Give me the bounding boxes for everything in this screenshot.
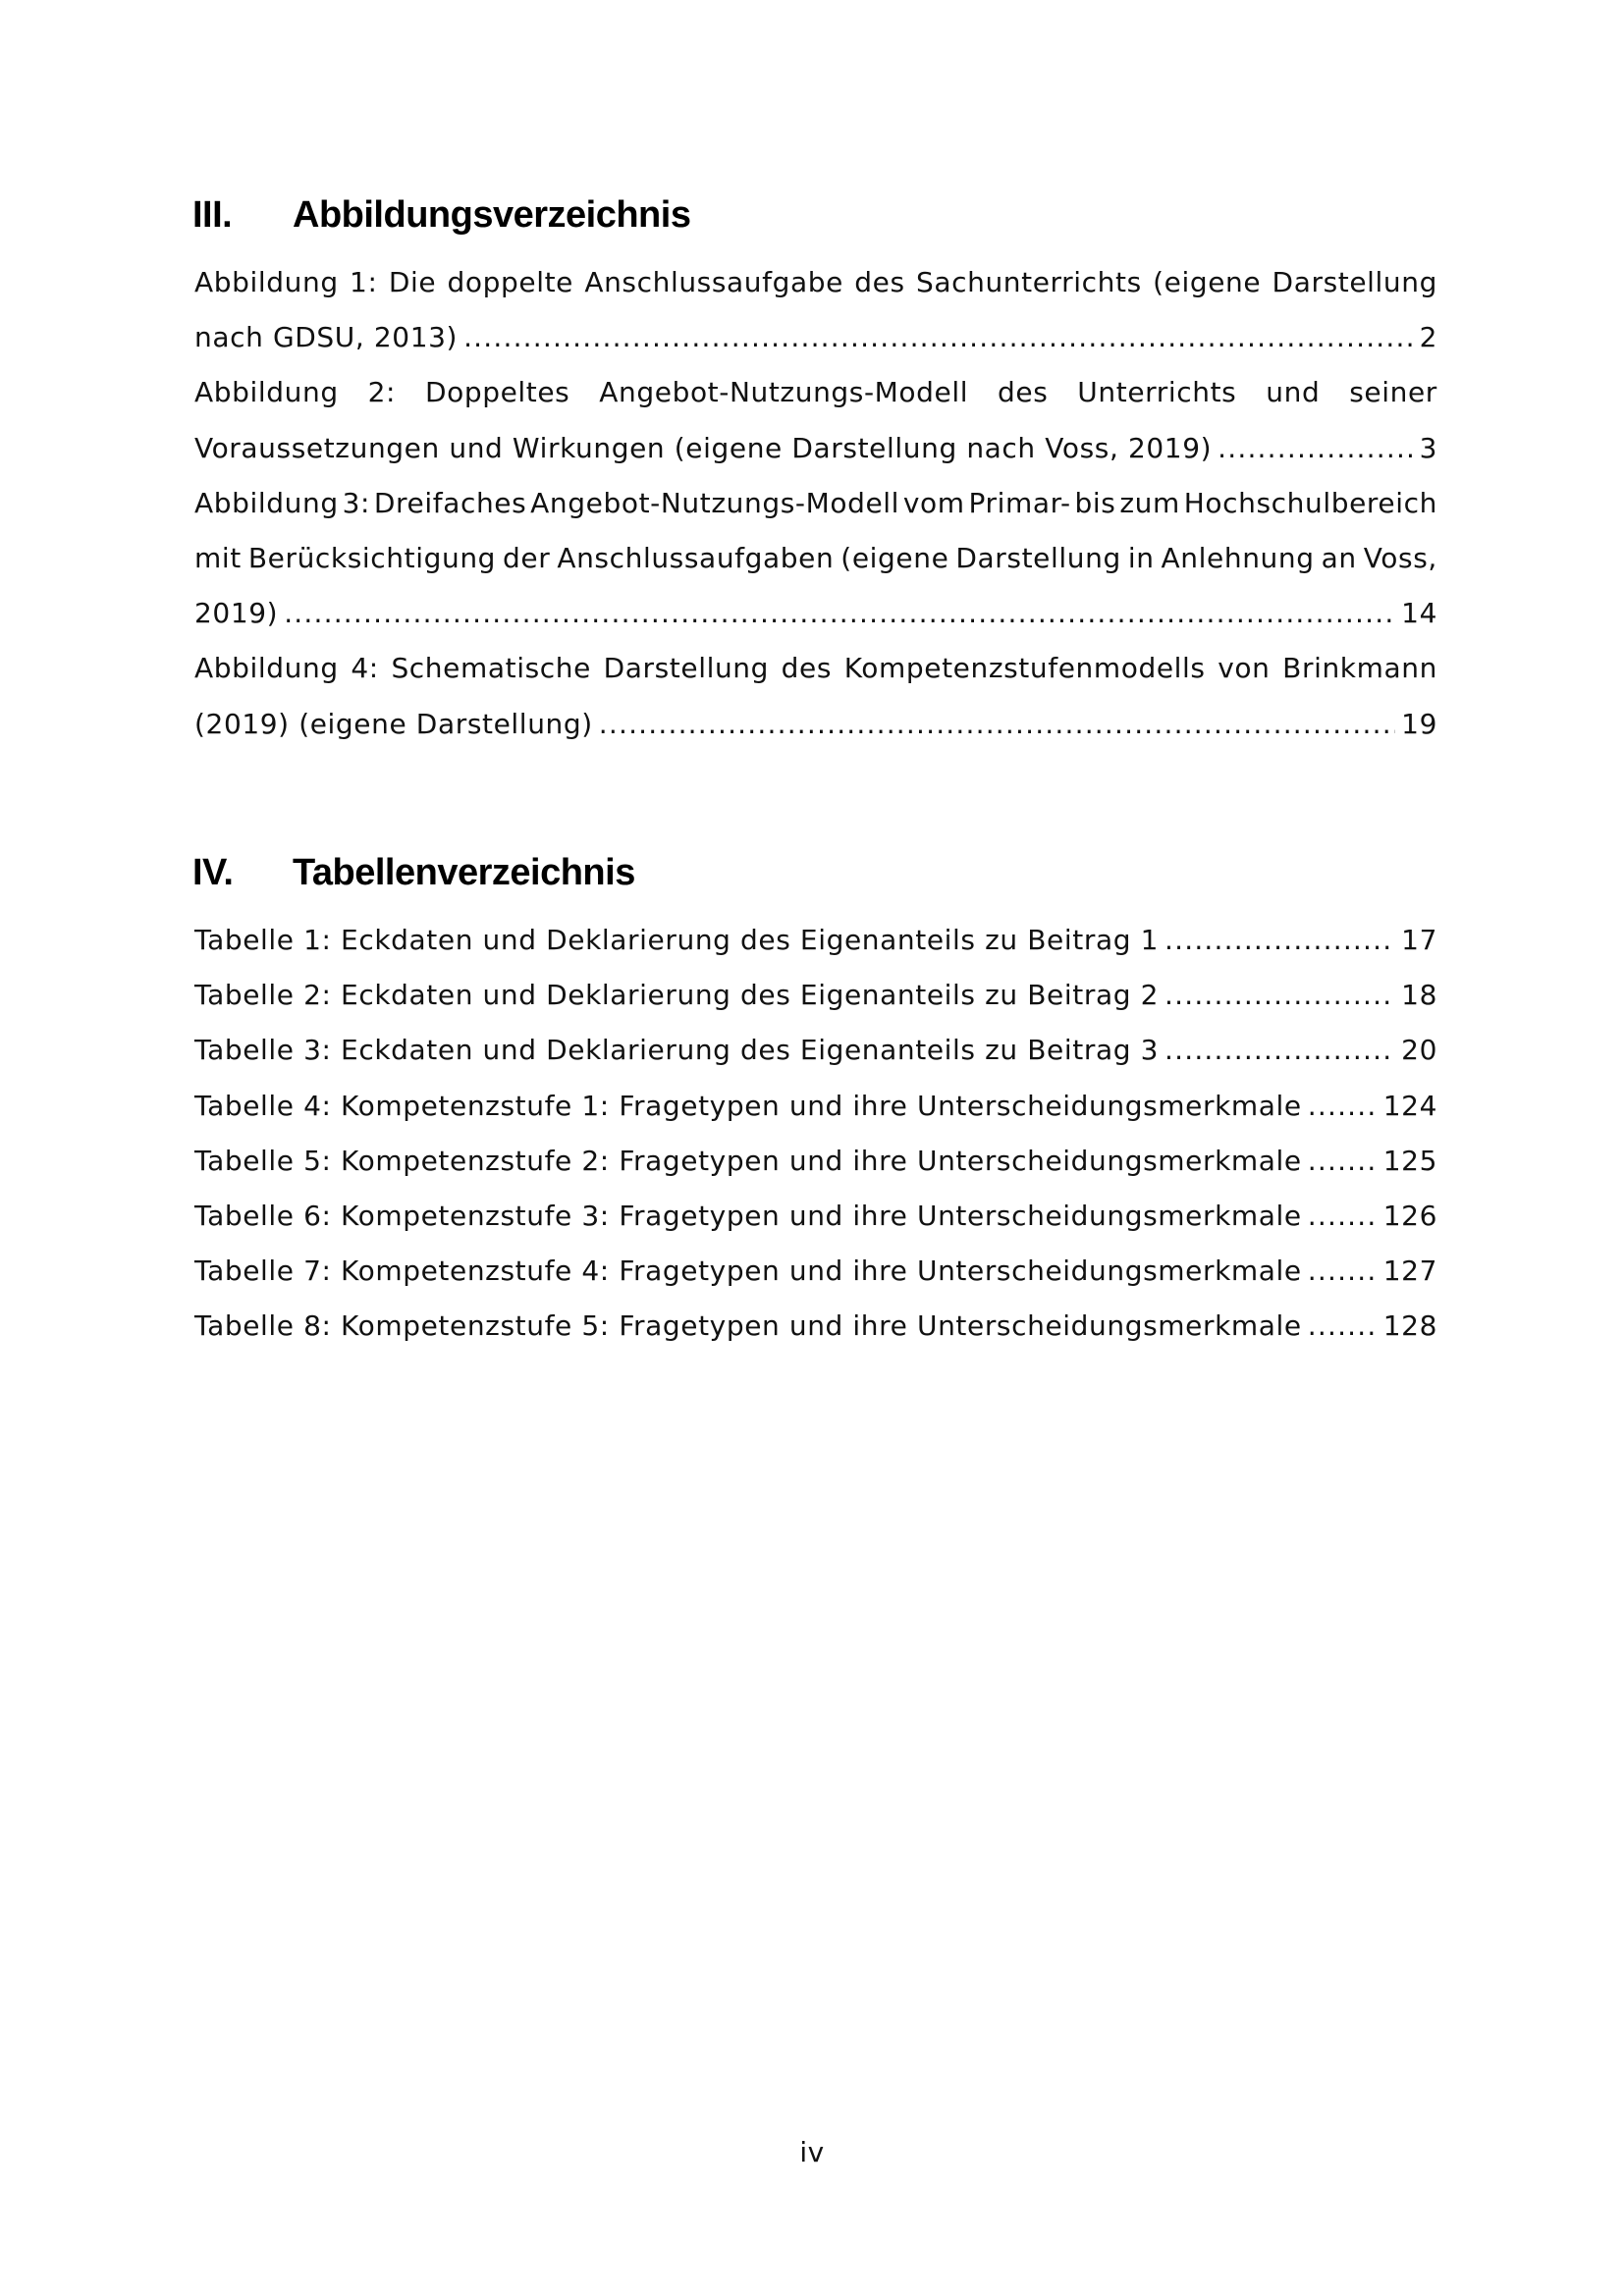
table-entry-page: 20 [1401, 1034, 1437, 1067]
dot-leader [1308, 1299, 1378, 1354]
table-entry-text: Tabelle 8: Kompetenzstufe 5: Fragetypen und ihre Unterscheidungsmerkmale [194, 1309, 1302, 1343]
table-entry [194, 1299, 1437, 1354]
figure-entry-word: Abbildung [194, 266, 339, 298]
figure-entry-line [194, 310, 1437, 365]
figure-entry-line [194, 255, 1437, 310]
figure-entry-word: (eigene [840, 541, 949, 574]
figure-entry-line [194, 365, 1437, 420]
figure-entry-text: (2019) (eigene Darstellung) [194, 707, 593, 740]
figure-entry-word: Anlehnung [1161, 541, 1315, 574]
figure-entry-word: Hochschulbereich [1183, 486, 1437, 519]
figure-entry-word: doppelte [447, 266, 573, 298]
table-entry-text: Tabelle 7: Kompetenzstufe 4: Fragetypen und ihre Unterscheidungsmerkmale [194, 1255, 1302, 1288]
table-entry-page: 128 [1382, 1309, 1437, 1343]
tables-list [194, 913, 1437, 1355]
figure-entry-word: Abbildung [194, 486, 339, 519]
figure-entry-word: Darstellung [603, 652, 770, 685]
figure-entry-word: Angebot-Nutzungs-Modell [530, 486, 900, 519]
figure-entry-text: nach GDSU, 2013) [194, 321, 459, 354]
tables-section-title: Tabellenverzeichnis [293, 852, 635, 893]
figure-entry-line [194, 641, 1437, 696]
table-entry-page: 127 [1382, 1255, 1437, 1288]
figure-entry-line [194, 531, 1437, 586]
figure-entry-word: Angebot-Nutzungs-Modell [599, 376, 969, 409]
figure-entry-word: (eigene [1153, 266, 1262, 298]
figure-entry-page: 19 [1401, 707, 1437, 740]
figure-entry-line [194, 586, 1437, 641]
table-entry-text: Tabelle 6: Kompetenzstufe 3: Fragetypen und ihre Unterscheidungsmerkmale [194, 1199, 1302, 1232]
table-entry [194, 1244, 1437, 1299]
figure-entry-word: Voss, [1363, 541, 1437, 574]
figure-entry-word: des [998, 376, 1049, 409]
table-entry-page: 17 [1401, 924, 1437, 956]
dot-leader [1308, 1079, 1378, 1134]
tables-section-heading [192, 852, 635, 894]
figure-entry-word: bis [1074, 486, 1116, 519]
dot-leader [284, 586, 1395, 641]
figure-entry-word: von [1218, 652, 1271, 685]
figure-entry-word: 4: [351, 652, 379, 685]
table-entry-text: Tabelle 2: Eckdaten und Deklarierung des Eigenanteils zu Beitrag 2 [194, 979, 1160, 1012]
table-entry [194, 913, 1437, 968]
table-entry-page: 125 [1382, 1144, 1437, 1177]
figure-entry-word: Kompetenzstufenmodells [843, 652, 1206, 685]
figure-entry-word: Unterrichts [1077, 376, 1237, 409]
figure-entry-word: Anschlussaufgaben [557, 541, 835, 574]
dot-leader [463, 310, 1414, 365]
table-entry-text: Tabelle 5: Kompetenzstufe 2: Fragetypen und ihre Unterscheidungsmerkmale [194, 1144, 1302, 1177]
figure-entry-word: an [1321, 541, 1357, 574]
figure-entry [194, 476, 1437, 642]
table-entry-page: 126 [1382, 1199, 1437, 1232]
figure-entry-word: Primar- [968, 486, 1071, 519]
figure-entry-word: Darstellung [1272, 266, 1437, 298]
figure-entry-word: Schematische [391, 652, 591, 685]
dot-leader [1218, 421, 1413, 476]
figure-entry-text: Voraussetzungen und Wirkungen (eigene Darstellung nach Voss, 2019) [194, 431, 1213, 464]
figure-entry-word: zum [1119, 486, 1180, 519]
figure-entry-word: Brinkmann [1282, 652, 1437, 685]
figure-entry-page: 2 [1419, 321, 1437, 354]
figure-entry-word: 2: [367, 376, 397, 409]
figure-entry-line [194, 476, 1437, 531]
dot-leader [1308, 1134, 1378, 1189]
figure-entry-word: Abbildung [194, 652, 339, 685]
figures-section-number: III. [192, 194, 233, 236]
figure-entry-word: in [1127, 541, 1155, 574]
figure-entry-word: Darstellung [955, 541, 1121, 574]
dot-leader [1308, 1189, 1378, 1244]
figure-entry [194, 255, 1437, 365]
figures-section-heading [192, 194, 690, 237]
figure-entry-word: mit [194, 541, 242, 574]
figure-entry-word: und [1266, 376, 1321, 409]
figure-entry-word: des [854, 266, 905, 298]
figure-entry-word: Die [388, 266, 437, 298]
table-entry-text: Tabelle 3: Eckdaten und Deklarierung des Eigenanteils zu Beitrag 3 [194, 1034, 1160, 1067]
figure-entry-word: Anschlussaufgabe [584, 266, 843, 298]
figure-entry-word: Doppeltes [424, 376, 570, 409]
dot-leader [1164, 913, 1395, 968]
figure-entry-page: 14 [1401, 597, 1437, 630]
figure-entry-word: Berücksichtigung [247, 541, 497, 574]
figure-entry-word: des [781, 652, 833, 685]
table-entry [194, 1079, 1437, 1134]
table-entry [194, 1023, 1437, 1078]
figures-list [194, 255, 1437, 752]
figure-entry-text: 2019) [194, 597, 279, 630]
figure-entry-line [194, 697, 1437, 752]
figure-entry-line [194, 421, 1437, 476]
figure-entry-word: 3: [342, 486, 371, 519]
table-entry [194, 1189, 1437, 1244]
figure-entry-word: Dreifaches [373, 486, 527, 519]
dot-leader [1164, 968, 1395, 1023]
figure-entry-word: seiner [1349, 376, 1437, 409]
table-entry-page: 18 [1401, 979, 1437, 1012]
dot-leader [1308, 1244, 1378, 1299]
table-entry-text: Tabelle 4: Kompetenzstufe 1: Fragetypen und ihre Unterscheidungsmerkmale [194, 1089, 1302, 1122]
table-entry [194, 1134, 1437, 1189]
figure-entry-word: 1: [350, 266, 378, 298]
figure-entry-word: Abbildung [194, 376, 339, 409]
figure-entry [194, 641, 1437, 751]
figure-entry-page: 3 [1419, 431, 1437, 464]
dot-leader [599, 697, 1395, 752]
figures-section-title: Abbildungsverzeichnis [293, 194, 691, 236]
table-entry-text: Tabelle 1: Eckdaten und Deklarierung des Eigenanteils zu Beitrag 1 [194, 924, 1160, 956]
table-entry-page: 124 [1382, 1089, 1437, 1122]
page-number: iv [799, 2136, 825, 2168]
table-entry [194, 968, 1437, 1023]
figure-entry-word: vom [902, 486, 965, 519]
tables-section-number: IV. [192, 852, 234, 893]
dot-leader [1164, 1023, 1395, 1078]
figure-entry-word: der [503, 541, 551, 574]
figure-entry [194, 365, 1437, 475]
figure-entry-word: Sachunterrichts [915, 266, 1142, 298]
